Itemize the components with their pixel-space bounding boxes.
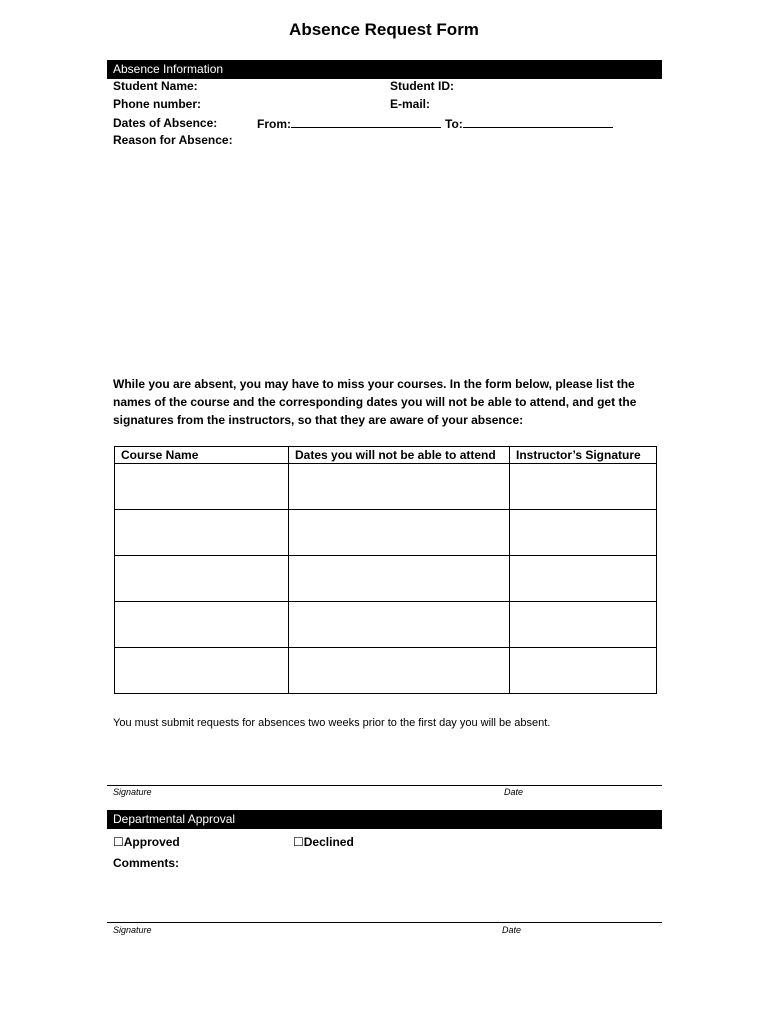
signature-cell[interactable]: [510, 602, 657, 648]
dates-cell[interactable]: [289, 510, 510, 556]
departmental-approval-header: Departmental Approval: [107, 810, 662, 829]
table-row: [115, 510, 657, 556]
student-id-label: Student ID:: [390, 79, 454, 93]
comments-label: Comments:: [113, 856, 180, 870]
student-signature-line[interactable]: [107, 785, 662, 786]
reason-label: Reason for Absence:: [113, 133, 233, 147]
approval-date-label: Date: [502, 925, 522, 935]
course-name-cell[interactable]: [115, 556, 289, 602]
page-title: Absence Request Form: [289, 20, 479, 39]
course-name-cell[interactable]: [115, 648, 289, 694]
submission-notice: You must submit requests for absences two weeks prior to the first day you will be absent.: [113, 717, 551, 729]
signature-cell[interactable]: [510, 648, 657, 694]
approval-signature-line[interactable]: [107, 922, 662, 923]
table-row: [115, 464, 657, 510]
course-name-cell[interactable]: [115, 602, 289, 648]
student-name-label: Student Name:: [113, 79, 198, 93]
signature-cell[interactable]: [510, 510, 657, 556]
instructions-paragraph: While you are absent, you may have to miss your courses. In the form below, please list the names of the course and the corresponding dates you will not be able to attend, and get the signatures from the instructors, so that they are aware of your absence:: [113, 377, 637, 427]
to-label: To:: [445, 117, 463, 131]
table-row: [115, 648, 657, 694]
header-dates: Dates you will not be able to attend: [289, 447, 510, 464]
course-name-cell[interactable]: [115, 464, 289, 510]
signature-cell[interactable]: [510, 556, 657, 602]
dates-cell[interactable]: [289, 602, 510, 648]
course-table: [114, 446, 657, 694]
header-instructor-signature: Instructor’s Signature: [510, 447, 657, 464]
dates-of-absence-label: Dates of Absence:: [113, 116, 218, 130]
email-label: E-mail:: [390, 97, 431, 111]
dates-cell[interactable]: [289, 648, 510, 694]
table-row: [115, 602, 657, 648]
approved-checkbox[interactable]: ☐Approved: [113, 835, 180, 849]
declined-checkbox[interactable]: ☐Declined: [293, 835, 354, 849]
from-label: From:: [257, 117, 291, 131]
course-name-cell[interactable]: [115, 510, 289, 556]
to-date-field[interactable]: [445, 116, 613, 131]
from-date-field[interactable]: [257, 116, 441, 131]
dates-cell[interactable]: [289, 556, 510, 602]
phone-number-label: Phone number:: [113, 97, 202, 111]
dates-cell[interactable]: [289, 464, 510, 510]
absence-info-header: Absence Information: [107, 60, 662, 79]
from-date-line: [291, 116, 441, 128]
student-date-label: Date: [504, 787, 524, 797]
table-row: [115, 556, 657, 602]
approval-signature-label: Signature: [113, 925, 152, 935]
student-signature-label: Signature: [113, 787, 152, 797]
to-date-line: [463, 116, 613, 128]
header-course-name: Course Name: [115, 447, 289, 464]
course-table-header-row: [115, 447, 657, 464]
signature-cell[interactable]: [510, 464, 657, 510]
